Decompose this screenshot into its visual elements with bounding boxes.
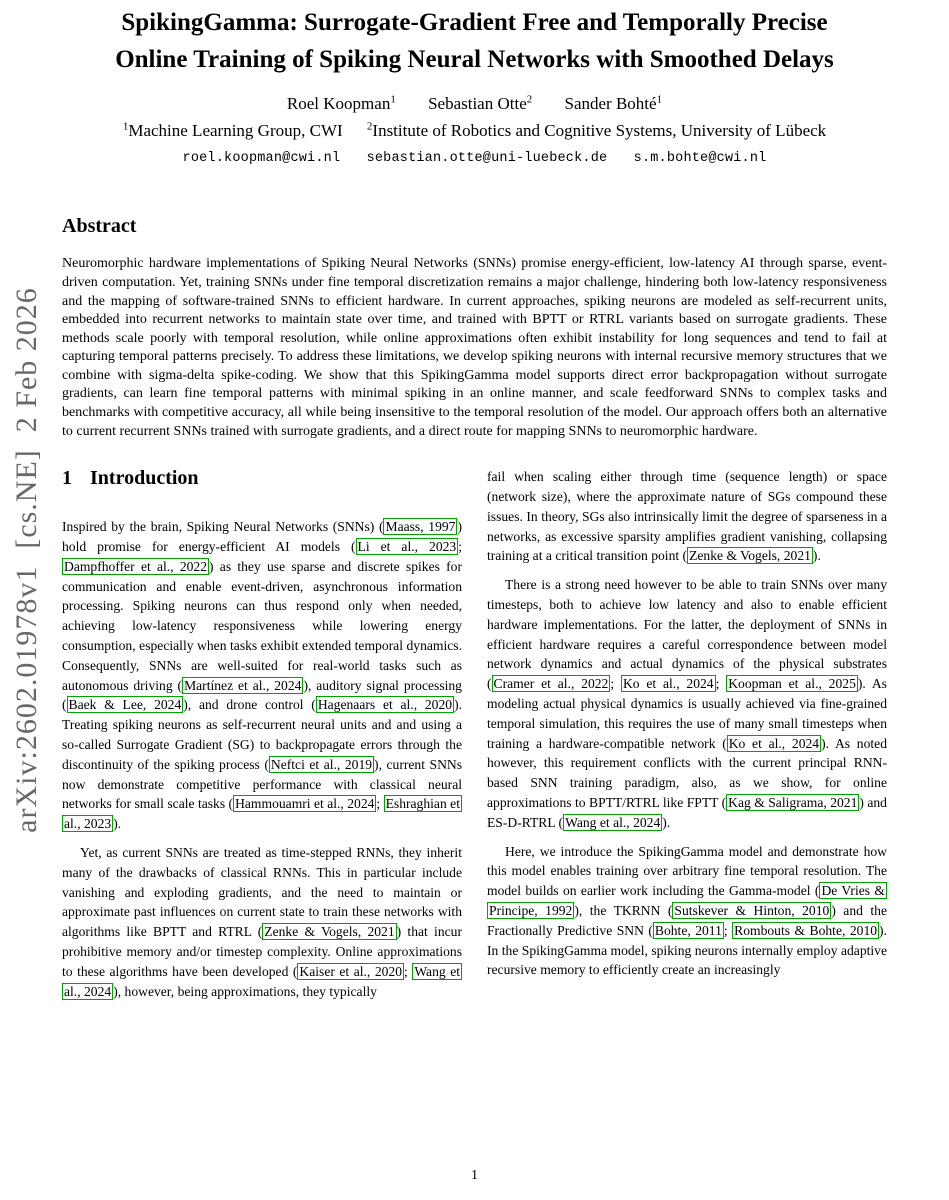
citation-link[interactable]: Hammouamri et al., 2024 — [235, 796, 375, 812]
citation-link[interactable]: Li et al., 2023 — [357, 539, 457, 555]
citation-link[interactable]: De Vries & Principe, 1992 — [489, 883, 885, 918]
paragraph: Here, we introduce the SpikingGamma model and demonstrate how this model enables training over arbitrary fine temporal resolution. The model builds on earlier work including the Gamma-model ( De Vries & Principe, 1992 ), the TKRNN ( Sutskever & Hinton, 2010 ) and the Fractionally Predictive SNN ( Bohte, 2011 ; Rombouts & Bohte, 2010 ). In the SpikingGamma model, spiking neurons internally employ adaptive recursive memory to efficiently create an increasingly — [487, 843, 887, 978]
email-line — [62, 151, 887, 166]
citation-link[interactable]: Sutskever & Hinton, 2010 — [674, 902, 830, 918]
citation-link[interactable]: Eshraghian et al., 2023 — [64, 796, 460, 832]
two-column-body — [62, 467, 887, 1010]
citation-link[interactable]: Koopman et al., 2025 — [728, 676, 856, 692]
author-3-affiliation-mark: 1 — [656, 93, 663, 105]
author-2 — [428, 94, 532, 113]
email-1: roel.koopman@cwi.nl — [182, 151, 341, 167]
author-1-name: Roel Koopman — [286, 93, 391, 113]
affiliation-line — [62, 121, 887, 142]
author-1-affiliation-mark: 1 — [390, 93, 396, 105]
paragraph: Yet, as current SNNs are treated as time-stepped RNNs, they inherit many of the drawbacks of classical RNNs. This in particular include vanishing and exploding gradients, and the need to maintain or approximate past influences on current state to train these networks with algorithms like BPTT and RTRL ( Zenke & Vogels, 2021 ) that incur prohibitive memory and/or timestep complexity. Online approximations to these algorithms have been developed ( Kaiser et al., 2020 ; Wang et al., 2024 ), however, being approximations, they typically — [62, 845, 462, 999]
citation-link[interactable]: Ko et al., 2024 — [728, 735, 820, 751]
affiliation-2 — [367, 121, 826, 140]
author-3 — [565, 94, 663, 113]
affiliation-1-text: Machine Learning Group, CWI — [128, 121, 343, 141]
author-1 — [287, 94, 396, 113]
citation-link[interactable]: Wang et al., 2024 — [64, 963, 460, 999]
citation-link[interactable]: Maass, 1997 — [385, 519, 456, 535]
affiliation-1 — [123, 121, 343, 140]
citation-link[interactable]: Baek & Lee, 2024 — [68, 697, 182, 713]
citation-link[interactable]: Dampfhoffer et al., 2022 — [64, 558, 208, 574]
paper-title-line2: Online Training of Spiking Neural Networks with Smoothed Delays — [115, 46, 834, 73]
abstract-text: Neuromorphic hardware implementations of Spiking Neural Networks (SNNs) promise energy-efficient, low-latency AI through sparse, event-driven computation. Yet, training SNNs under fine temporal discretization remains a major challenge, hindering both low-latency responsiveness and the mapping of software-trained SNNs to efficient hardware. In current approaches, spiking neurons are modeled as self-recurrent units, embedded into recurrent networks to maintain state over time, and trained with BPTT or RTRL variants based on surrogate gradients. These methods scale poorly with temporal resolution, while online approximations often exhibit instability for long sequences and tend to fail at capturing temporal patterns precisely. To address these limitations, we develop spiking neurons with internal recursive memory structures that we combine with sigma-delta spike-coding. We show that this SpikingGamma model supports direct error backpropagation without surrogate gradients, can learn fine temporal patterns with minimal spiking in an online manner, and scale feedforward SNNs to complex tasks and benchmarks with competitive accuracy, all while being insensitive to the temporal resolution of the model. Our approach offers both an alternative to current recurrent SNNs trained with surrogate gradients, and a direct route for mapping SNNs to neuromorphic hardware. — [62, 256, 887, 439]
email-3: s.m.bohte@cwi.nl — [633, 151, 767, 167]
affiliation-2-mark: 2 — [366, 120, 373, 133]
paper-title — [62, 4, 887, 78]
citation-link[interactable]: Zenke & Vogels, 2021 — [689, 548, 811, 564]
citation-link[interactable]: Cramer et al., 2022 — [493, 676, 609, 692]
paragraph: fail when scaling either through time (sequence length) or space (network size), where the approximate nature of SGs compound these issues. In theory, SGs also intrinsically limit the degree of sparseness in a networks, as excessive sparsity amplifies gradient vanishing, collapsing training at a critical transition point ( Zenke & Vogels, 2021 ). — [487, 469, 887, 564]
citation-link[interactable]: Neftci et al., 2019 — [270, 756, 373, 772]
abstract-heading: Abstract — [62, 215, 137, 238]
paragraph: There is a strong need however to be able to train SNNs over many timesteps, both to achieve low latency and also to enable efficient hardware implementations. For the latter, the deployment of SNNs in efficient hardware requires a careful correspondence between model network dynamics and actual dynamics of the physical substrates ( Cramer et al., 2022 ; Ko et al., 2024 ; Koopman et al., 2025 ). As modeling actual physical dynamics is usually achieved via fine-grained temporal simulation, this requires the use of many small timesteps when training a hardware-compatible network ( Ko et al., 2024 ). As noted however, this requirement conflicts with the current principal RNN-based SNN training paradigm, also, as we show, for online approximations to BPTT/RTRL like FPTT ( Kag & Saligrama, 2021 ) and ES-D-RTRL ( Wang et al., 2024 ). — [487, 577, 888, 830]
page-number: 1 — [471, 1168, 478, 1183]
arxiv-watermark: arXiv:2602.01978v1 [cs.NE] 2 Feb 2026 — [10, 287, 43, 833]
citation-link[interactable]: Martínez et al., 2024 — [184, 677, 302, 693]
citation-link[interactable]: Ko et al., 2024 — [622, 676, 714, 692]
email-2: sebastian.otte@uni-luebeck.de — [366, 151, 608, 167]
citation-link[interactable]: Zenke & Vogels, 2021 — [264, 924, 395, 940]
citation-link[interactable]: Wang et al., 2024 — [565, 814, 661, 830]
author-2-name: Sebastian Otte — [428, 93, 527, 113]
citation-link[interactable]: Rombouts & Bohte, 2010 — [734, 922, 878, 938]
paragraph: Inspired by the brain, Spiking Neural Networks (SNNs) ( Maass, 1997 ) hold promise for energy-efficient AI models ( Li et al., 2023 ; Dampfhoffer et al., 2022 ) as they use sparse and discrete spikes for communication and enable event-driven, asynchronous information processing. Spiking neurons can thus respond only when needed, achieving low-latency responsiveness while lowering energy consumption, especially when tasks exhibit extended temporal dynamics. Consequently, SNNs are well-suited for real-world tasks such as autonomous driving ( Martínez et al., 2024 ), auditory signal processing ( Baek & Lee, 2024 ), and drone control ( Hagenaars et al., 2020 ). Treating spiking neurons as self-recurrent neural units and and using a so-called Surrogate Gradient (SG) to backpropagate errors through the discontinuity of the spiking process ( Neftci et al., 2019 ), current SNNs now demonstrate competitive performance with classical neural networks for small scale tasks ( Hammouamri et al., 2024 ; Eshraghian et al., 2023 ). — [62, 519, 463, 832]
citation-link[interactable]: Bohte, 2011 — [654, 922, 722, 938]
affiliation-1-mark: 1 — [122, 120, 129, 133]
right-column — [487, 467, 887, 989]
author-2-affiliation-mark: 2 — [526, 93, 533, 105]
citation-link[interactable]: Kag & Saligrama, 2021 — [728, 795, 858, 810]
paper-title-line1: SpikingGamma: Surrogate-Gradient Free and Temporally Precise — [121, 9, 828, 36]
author-line — [62, 93, 887, 114]
left-column — [62, 467, 462, 1010]
citation-link[interactable]: Kaiser et al., 2020 — [299, 963, 403, 979]
affiliation-2-text: Institute of Robotics and Cognitive Systems, University of Lübeck — [372, 121, 827, 141]
citation-link[interactable]: Hagenaars et al., 2020 — [317, 697, 453, 713]
section-number: 1 — [62, 467, 72, 490]
section-heading-introduction — [62, 467, 462, 490]
section-title: Introduction — [90, 467, 199, 490]
author-3-name: Sander Bohté — [564, 93, 657, 113]
